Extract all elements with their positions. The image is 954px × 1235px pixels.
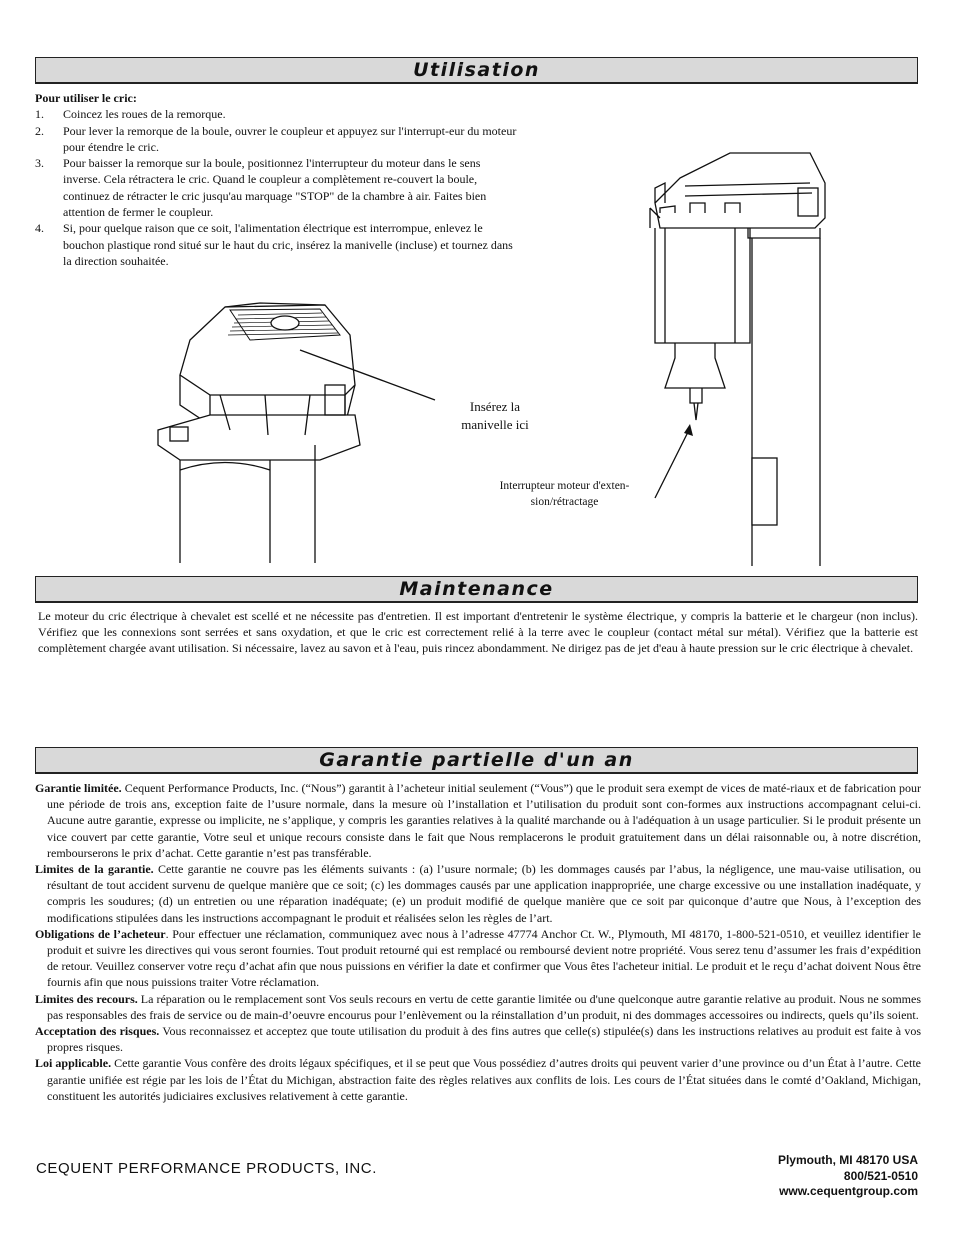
warranty-paragraph-title: Limites des recours.: [35, 991, 138, 1006]
usage-step: [35, 106, 520, 122]
footer-address: [778, 1153, 918, 1200]
step-text: Coincez les roues de la remorque.: [63, 107, 226, 122]
footer-website-link[interactable]: www.cequentgroup.com: [779, 1184, 918, 1198]
crank-label-line: manivelle ici: [461, 417, 529, 432]
warranty-paragraph-title: Garantie limitée.: [35, 781, 122, 795]
usage-step: [35, 155, 520, 220]
footer-company-name: CEQUENT PERFORMANCE PRODUCTS, INC.: [36, 1160, 377, 1177]
step-number: 3.: [35, 156, 44, 171]
footer-phone: 800/521-0510: [843, 1168, 918, 1183]
warranty-paragraph-body: Vous reconnaissez et acceptez que toute utilisation du produit à des fins autres que celle(s) stipulée(s) dans les instructions relatives au produit est faite à vos propres risques.: [47, 1024, 921, 1055]
warranty-paragraph: [35, 1023, 921, 1055]
step-number: 1.: [35, 107, 44, 122]
warranty-paragraph: [35, 1055, 921, 1104]
warranty-paragraph: [35, 991, 921, 1023]
warranty-paragraph-title: Limites de la garantie.: [35, 862, 154, 877]
usage-steps-list: [35, 106, 520, 269]
warranty-paragraph: [35, 861, 921, 926]
warranty-paragraph-body: . Pour effectuer une réclamation, communiquez avec nous à l’adresse 47774 Anchor Ct. W., Plymouth, MI 48170, 1-800-521-0510, et veuillez identifier le produit et suivre les directives qui vous seront fournies. Tout produit retourné qui est remplacé ou remboursé devient notre propriété. Vous serez tenu d’assumer les frais d’expédition de retour. Veuillez conserver votre reçu d’achat afin que nous puissions en vérifier la date et confirmer que Vous êtes l'acheteur initial. Le produit et le reçu d’achat doivent Nous être fournis afin que nous puissions traiter Votre réclamation.: [47, 926, 921, 990]
maintenance-text: Le moteur du cric électrique à chevalet est scellé et ne nécessite pas d'entretien. Il est important d'entretenir le système électrique, y compris la batterie et le chargeur (non inclus). Vérifiez que les connexions sont serrées et sans oxydation, et que le cric est correctement relié à la terre avec le coupleur (contact métal sur métal). Vérifiez que la batterie est complètement chargée avant utilisation. Si nécessaire, lavez au savon et à l'eau, puis rincez abondamment. Ne dirigez pas de jet d'eau à haute pression sur le cric électrique à chevalet.: [38, 609, 918, 656]
jack-side-illustration: [640, 148, 830, 568]
warranty-text: [35, 780, 921, 1104]
step-text: Pour lever la remorque de la boule, ouvrer le coupleur et appuyez sur l'interrupt-eur du moteur pour étendre le cric.: [63, 123, 517, 154]
usage-section-title: Utilisation: [413, 59, 540, 81]
warranty-paragraph-body: Cequent Performance Products, Inc. (“Nous”) garantit à l’acheteur initial seulement (“Vous”) que le produit sera exempt de vices de maté-riaux et de fabrication pour une période de trois ans, exception faite de l’usure normale, dans la mesure où l’installation et l’utilisation du produit sont con-formes aux instructions accompagnant celui-ci. Aucune autre garantie, expresse ou implicite, ne s’applique, y compris les garanties relatives à la qualité marchande ou à l'adéquation à un usage particulier. Si le produit présente un vice couvert par cette garantie, Votre seul et unique recours consiste dans le fait que Nous remplacerons le produit gratuitement dans un délai raisonnable ou, à notre discrétion, rembourserons le prix d’achat. Cette garantie n’est pas transférable.: [47, 781, 921, 860]
step-text: Si, pour quelque raison que ce soit, l'alimentation électrique est interrompue, enlevez le bouchon plastique rond situé sur le haut du cric, insérez la manivelle (incluse) et tournez dans la direction souhaitée.: [63, 221, 513, 268]
step-number: 2.: [35, 123, 44, 138]
jack-top-illustration: [150, 295, 380, 565]
switch-label-line: Interrupteur moteur d'exten-: [499, 480, 630, 492]
maintenance-header-rule: [35, 602, 918, 603]
usage-section-header: [35, 57, 918, 83]
warranty-paragraph-body: La réparation ou le remplacement sont Vos seuls recours en vertu de cette garantie limitée ou d'une quelconque autre garantie relative au produit. Nous ne sommes pas responsables des frais de service ou de main-d’oeuvre encourus pour l’enlèvement ou la réinstallation d’un produit, ni des dommages accessoires ou indirects, quels qu’ils soient.: [47, 991, 921, 1022]
maintenance-section-title: Maintenance: [399, 578, 554, 600]
usage-heading: Pour utiliser le cric:: [35, 91, 137, 105]
usage-instructions: [35, 90, 520, 269]
crank-label-line: Insérez la: [469, 399, 521, 414]
warranty-paragraph-title: Acceptation des risques.: [35, 1024, 160, 1039]
step-number: 4.: [35, 221, 44, 236]
switch-label: [482, 478, 647, 510]
warranty-paragraph: [35, 780, 921, 861]
usage-header-rule: [35, 83, 918, 84]
crank-label: [445, 398, 545, 434]
usage-step: [35, 220, 520, 269]
maintenance-section-header: [35, 576, 918, 602]
usage-step: [35, 123, 520, 156]
warranty-paragraph-title: Loi applicable.: [35, 1056, 112, 1071]
warranty-paragraph-body: Cette garantie ne couvre pas les éléments suivants : (a) l’usure normale; (b) les dommages causés par l’abus, la négligence, une mau-vaise utilisation, ou résultant de tout accident survenu de quelque manière que ce soit; (c) les dommages causés par une application inappropriée, une charge excessive ou une installation inadéquate, y compris les soudures; (d) un entretien ou une réparation inadéquate; (e) un produit modifié de quelque manière que ce soit par quiconque d’autre que Nous, à l’exception des modifications stipulées dans les instructions accompagnant le produit et réalisées selon les règles de l’art.: [47, 862, 921, 925]
warranty-section-title: Garantie partielle d'un an: [319, 749, 634, 771]
warranty-paragraph-body: Cette garantie Vous confère des droits légaux spécifiques, et il se peut que Vous possédiez d’autres droits qui peuvent varier d’une province ou d’un État à l’autre. Cette garantie unifiée est régie par les lois de l’État du Michigan, abstraction faite des règles relatives aux conflits de lois. Les cours de l’État situées dans le comté d’Oakland, Michigan, constituent les autorités judiciaires exclusives relativement à cette garantie.: [47, 1056, 921, 1103]
warranty-paragraph-title: Obligations de l’acheteur: [35, 926, 166, 941]
warranty-paragraph: [35, 926, 921, 991]
warranty-header-rule: [35, 773, 918, 774]
warranty-section-header: [35, 747, 918, 773]
switch-label-line: sion/rétractage: [530, 496, 599, 508]
footer-address-city: Plymouth, MI 48170 USA: [777, 1153, 918, 1167]
step-text: Pour baisser la remorque sur la boule, positionnez l'interrupteur du moteur dans le sens inverse. Cela rétractera le cric. Quand le coupleur a complètement re-couvert la boule, continuez de rétracter le cric jusqu'au marquage "STOP" de la chambre à air. Faites bien attention de fermer le coupleur.: [63, 156, 487, 220]
